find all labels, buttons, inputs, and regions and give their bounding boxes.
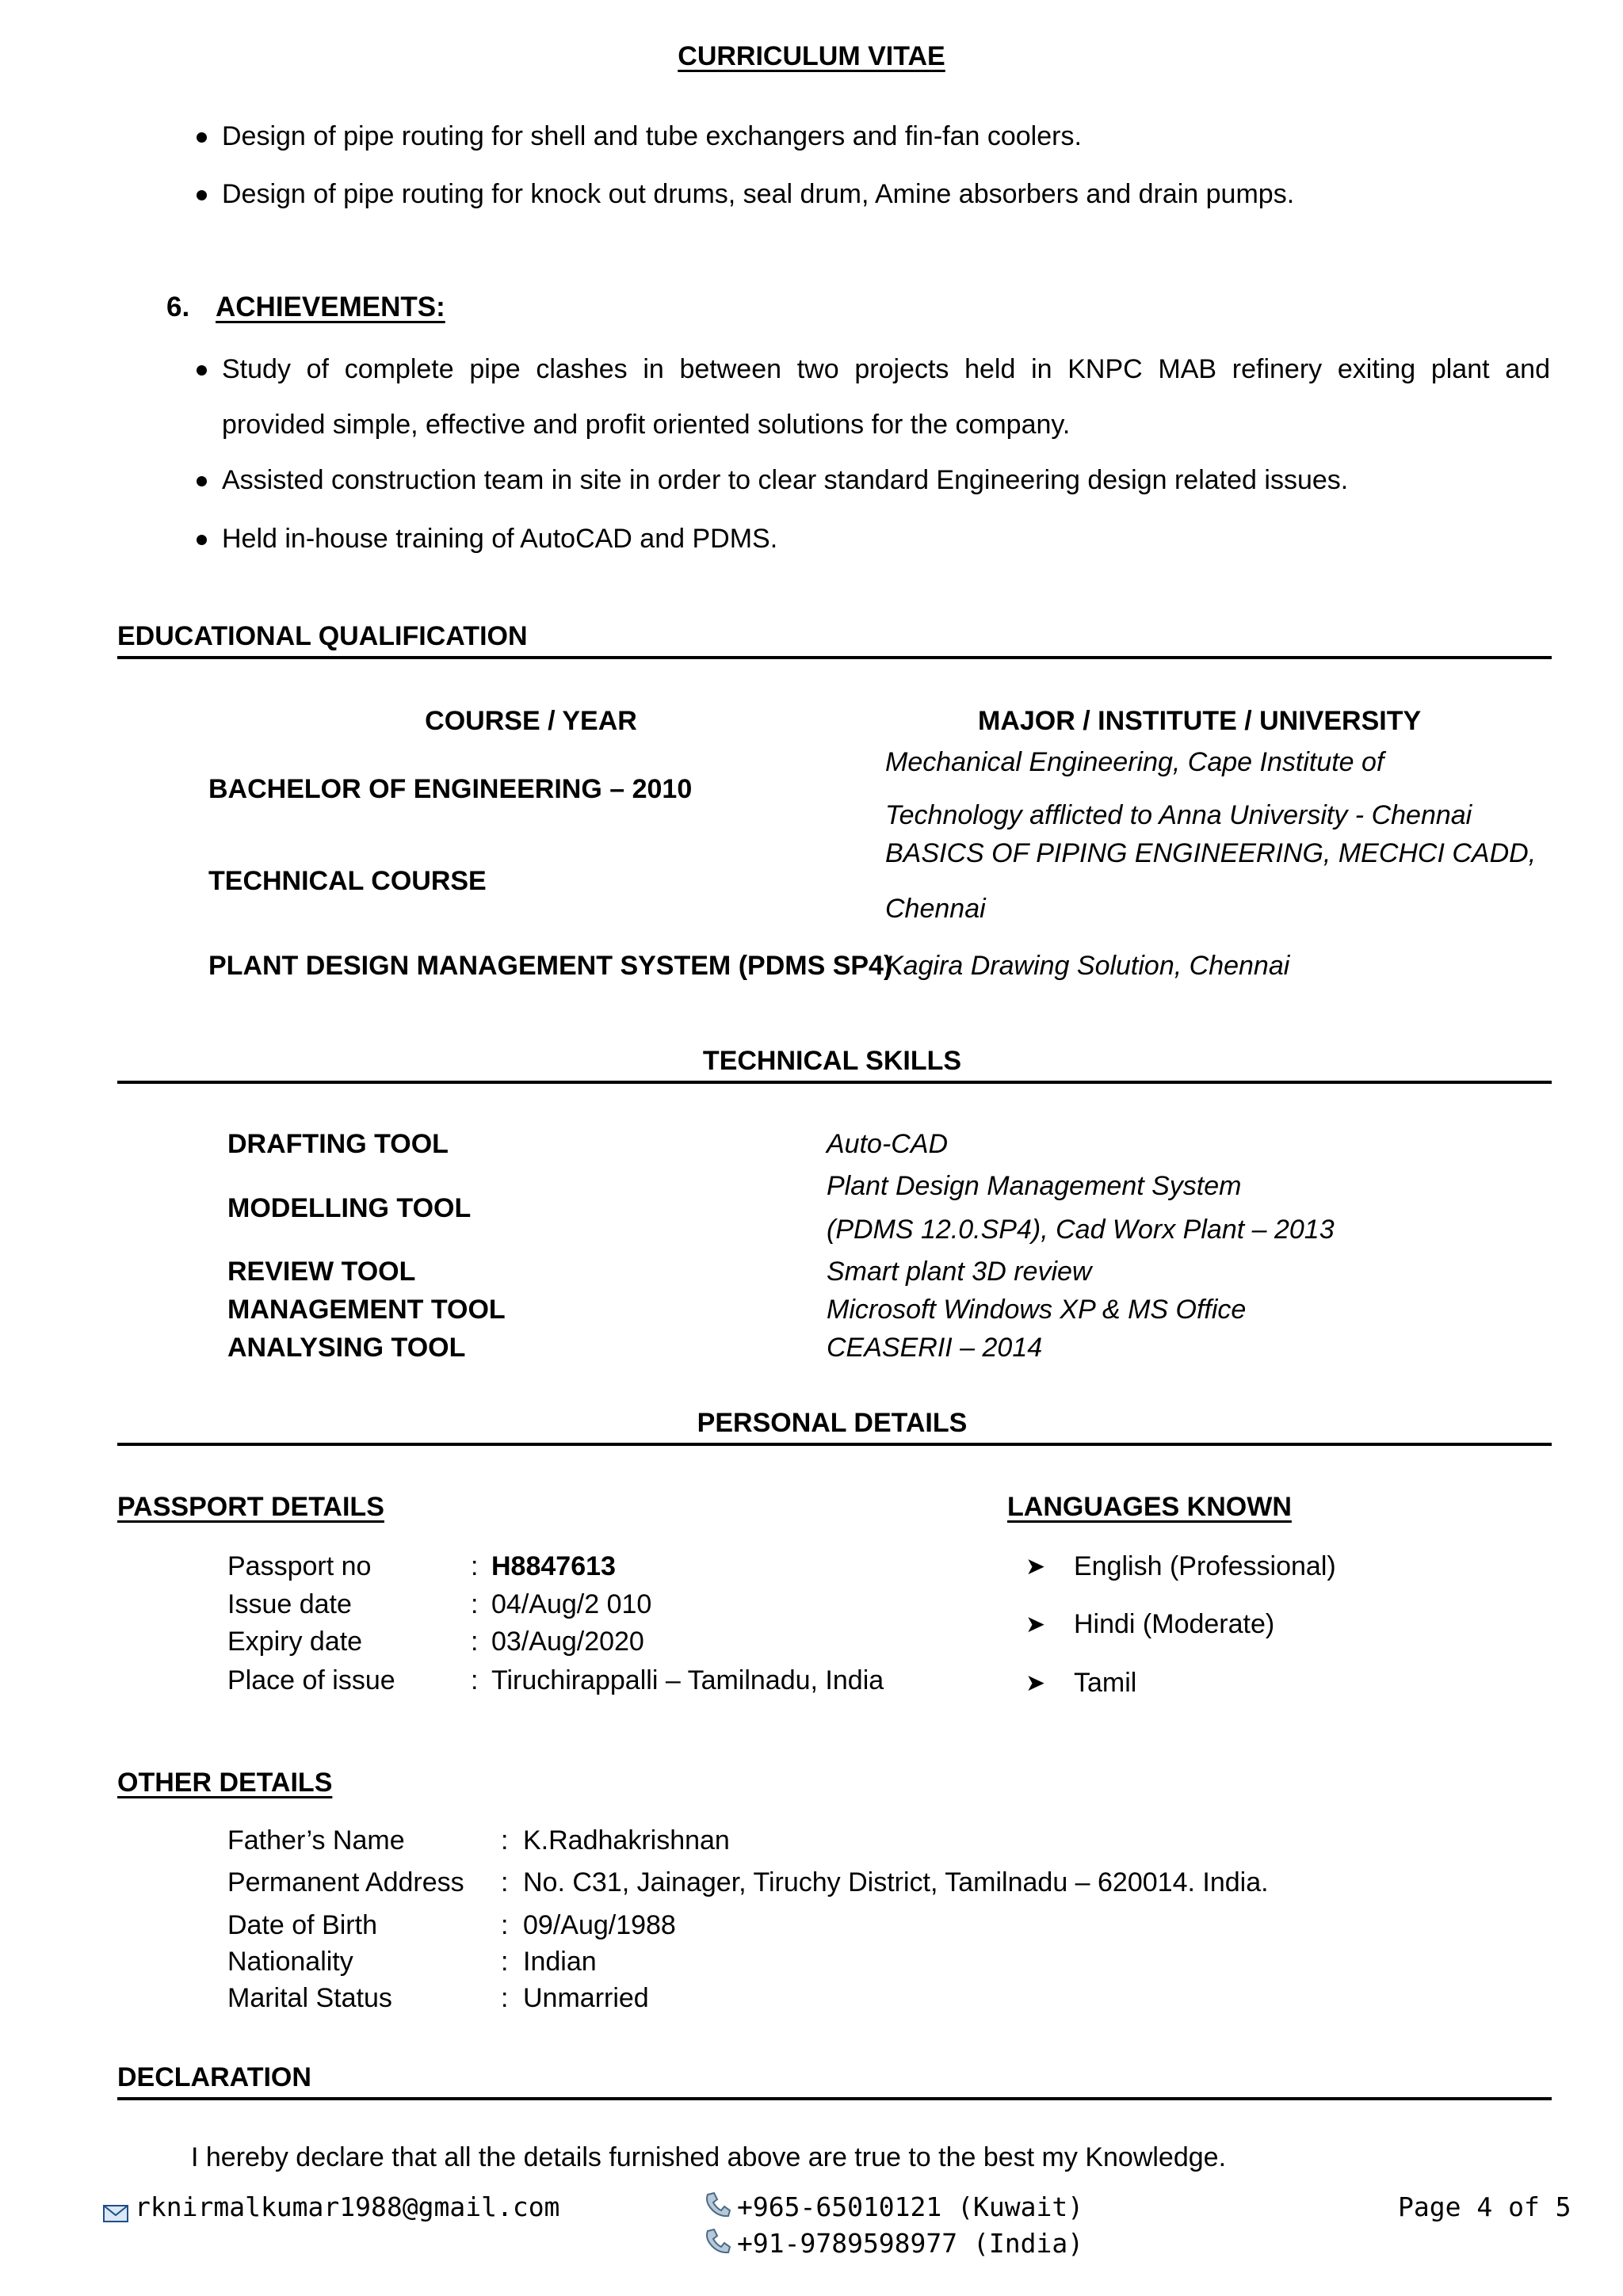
achievement-1-line1: Study of complete pipe clashes in between two projects held in KNPC MAB refinery exiting plant and bbox=[222, 354, 1550, 384]
other-label: Date of Birth bbox=[227, 1910, 377, 1940]
education-detail: BASICS OF PIPING ENGINEERING, MECHCI CADD, bbox=[885, 838, 1537, 868]
education-col1-header: COURSE / YEAR bbox=[425, 706, 637, 736]
passport-label: Passport no bbox=[227, 1551, 372, 1581]
education-detail: Technology afflicted to Anna University - Chennai bbox=[885, 800, 1472, 830]
other-value: K.Radhakrishnan bbox=[523, 1825, 730, 1855]
section-divider bbox=[117, 1443, 1552, 1446]
section-divider bbox=[117, 2097, 1552, 2100]
other-label: Nationality bbox=[227, 1947, 353, 1977]
colon: : bbox=[501, 1947, 509, 1977]
skill-label: MODELLING TOOL bbox=[227, 1193, 472, 1223]
colon: : bbox=[501, 1825, 509, 1855]
achievement-3: Held in-house training of AutoCAD and PDMS. bbox=[222, 524, 778, 554]
arrow-bullet-icon: ➤ bbox=[1025, 1611, 1046, 1638]
achievement-1-line2: provided simple, effective and profit oriented solutions for the company. bbox=[222, 410, 1071, 440]
skill-value: CEASERII – 2014 bbox=[827, 1333, 1043, 1363]
personal-heading: PERSONAL DETAILS bbox=[697, 1408, 968, 1438]
colon: : bbox=[471, 1551, 479, 1581]
declaration-text: I hereby declare that all the details furnished above are true to the best my Knowledge. bbox=[191, 2142, 1227, 2172]
footer-phone-india[interactable]: +91-9789598977 (India) bbox=[737, 2228, 1084, 2259]
other-value: Unmarried bbox=[523, 1983, 649, 2013]
passport-value: H8847613 bbox=[491, 1551, 616, 1581]
bullet-icon bbox=[197, 365, 207, 376]
other-label: Permanent Address bbox=[227, 1867, 464, 1897]
colon: : bbox=[471, 1589, 479, 1619]
bullet-icon bbox=[197, 132, 207, 143]
achievements-heading: ACHIEVEMENTS: bbox=[216, 292, 445, 322]
language-item: Tamil bbox=[1074, 1668, 1137, 1698]
bullet-icon bbox=[197, 476, 207, 486]
education-course: TECHNICAL COURSE bbox=[208, 866, 487, 896]
education-detail: Chennai bbox=[885, 894, 986, 924]
arrow-bullet-icon: ➤ bbox=[1025, 1554, 1046, 1580]
skill-value: Plant Design Management System bbox=[827, 1171, 1242, 1201]
language-item: English (Professional) bbox=[1074, 1551, 1336, 1581]
education-heading: EDUCATIONAL QUALIFICATION bbox=[117, 621, 528, 651]
footer-email[interactable]: rknirmalkumar1988@gmail.com bbox=[135, 2191, 560, 2222]
passport-label: Issue date bbox=[227, 1589, 352, 1619]
passport-label: Expiry date bbox=[227, 1627, 363, 1657]
work-bullet-2: Design of pipe routing for knock out drums, seal drum, Amine absorbers and drain pumps. bbox=[222, 179, 1295, 209]
achievement-2: Assisted construction team in site in order to clear standard Engineering design related issues. bbox=[222, 465, 1349, 495]
colon: : bbox=[501, 1983, 509, 2013]
other-heading: OTHER DETAILS bbox=[117, 1768, 333, 1798]
page-title: CURRICULUM VITAE bbox=[678, 41, 945, 71]
education-col2-header: MAJOR / INSTITUTE / UNIVERSITY bbox=[978, 706, 1422, 736]
education-detail: Mechanical Engineering, Cape Institute of bbox=[885, 747, 1384, 777]
passport-label: Place of issue bbox=[227, 1665, 395, 1695]
education-course: PLANT DESIGN MANAGEMENT SYSTEM (PDMS SP4) bbox=[208, 951, 893, 981]
envelope-icon bbox=[103, 2199, 128, 2216]
colon: : bbox=[471, 1627, 479, 1657]
education-course: BACHELOR OF ENGINEERING – 2010 bbox=[208, 774, 693, 804]
other-value: No. C31, Jainager, Tiruchy District, Tamilnadu – 620014. India. bbox=[523, 1867, 1269, 1897]
other-value: Indian bbox=[523, 1947, 597, 1977]
section-divider bbox=[117, 656, 1552, 659]
footer-phone-kuwait[interactable]: +965-65010121 (Kuwait) bbox=[737, 2191, 1084, 2222]
phone-icon bbox=[703, 2228, 731, 2255]
work-bullet-1: Design of pipe routing for shell and tube exchangers and fin-fan coolers. bbox=[222, 121, 1082, 151]
arrow-bullet-icon: ➤ bbox=[1025, 1670, 1046, 1696]
skill-value: Smart plant 3D review bbox=[827, 1257, 1092, 1287]
other-label: Marital Status bbox=[227, 1983, 392, 2013]
language-item: Hindi (Moderate) bbox=[1074, 1609, 1275, 1639]
skill-label: MANAGEMENT TOOL bbox=[227, 1295, 506, 1325]
colon: : bbox=[501, 1910, 509, 1940]
other-value: 09/Aug/1988 bbox=[523, 1910, 676, 1940]
passport-value: 03/Aug/2020 bbox=[491, 1627, 644, 1657]
colon: : bbox=[471, 1665, 479, 1695]
bullet-icon bbox=[197, 535, 207, 545]
bullet-icon bbox=[197, 190, 207, 200]
page-number: Page 4 of 5 bbox=[1398, 2191, 1571, 2222]
skills-heading: TECHNICAL SKILLS bbox=[702, 1046, 962, 1076]
phone-icon bbox=[703, 2191, 731, 2218]
achievements-number: 6. bbox=[166, 292, 190, 322]
passport-value: 04/Aug/2 010 bbox=[491, 1589, 652, 1619]
skill-value: Microsoft Windows XP & MS Office bbox=[827, 1295, 1247, 1325]
passport-value: Tiruchirappalli – Tamilnadu, India bbox=[491, 1665, 884, 1695]
other-label: Father’s Name bbox=[227, 1825, 405, 1855]
languages-heading: LANGUAGES KNOWN bbox=[1007, 1492, 1292, 1522]
skill-value: (PDMS 12.0.SP4), Cad Worx Plant – 2013 bbox=[827, 1215, 1335, 1245]
declaration-heading: DECLARATION bbox=[117, 2062, 311, 2092]
skill-value: Auto-CAD bbox=[827, 1129, 949, 1159]
section-divider bbox=[117, 1081, 1552, 1084]
education-detail: Kagira Drawing Solution, Chennai bbox=[885, 951, 1290, 981]
skill-label: DRAFTING TOOL bbox=[227, 1129, 449, 1159]
colon: : bbox=[501, 1867, 509, 1897]
skill-label: REVIEW TOOL bbox=[227, 1257, 416, 1287]
skill-label: ANALYSING TOOL bbox=[227, 1333, 466, 1363]
passport-heading: PASSPORT DETAILS bbox=[117, 1492, 384, 1522]
